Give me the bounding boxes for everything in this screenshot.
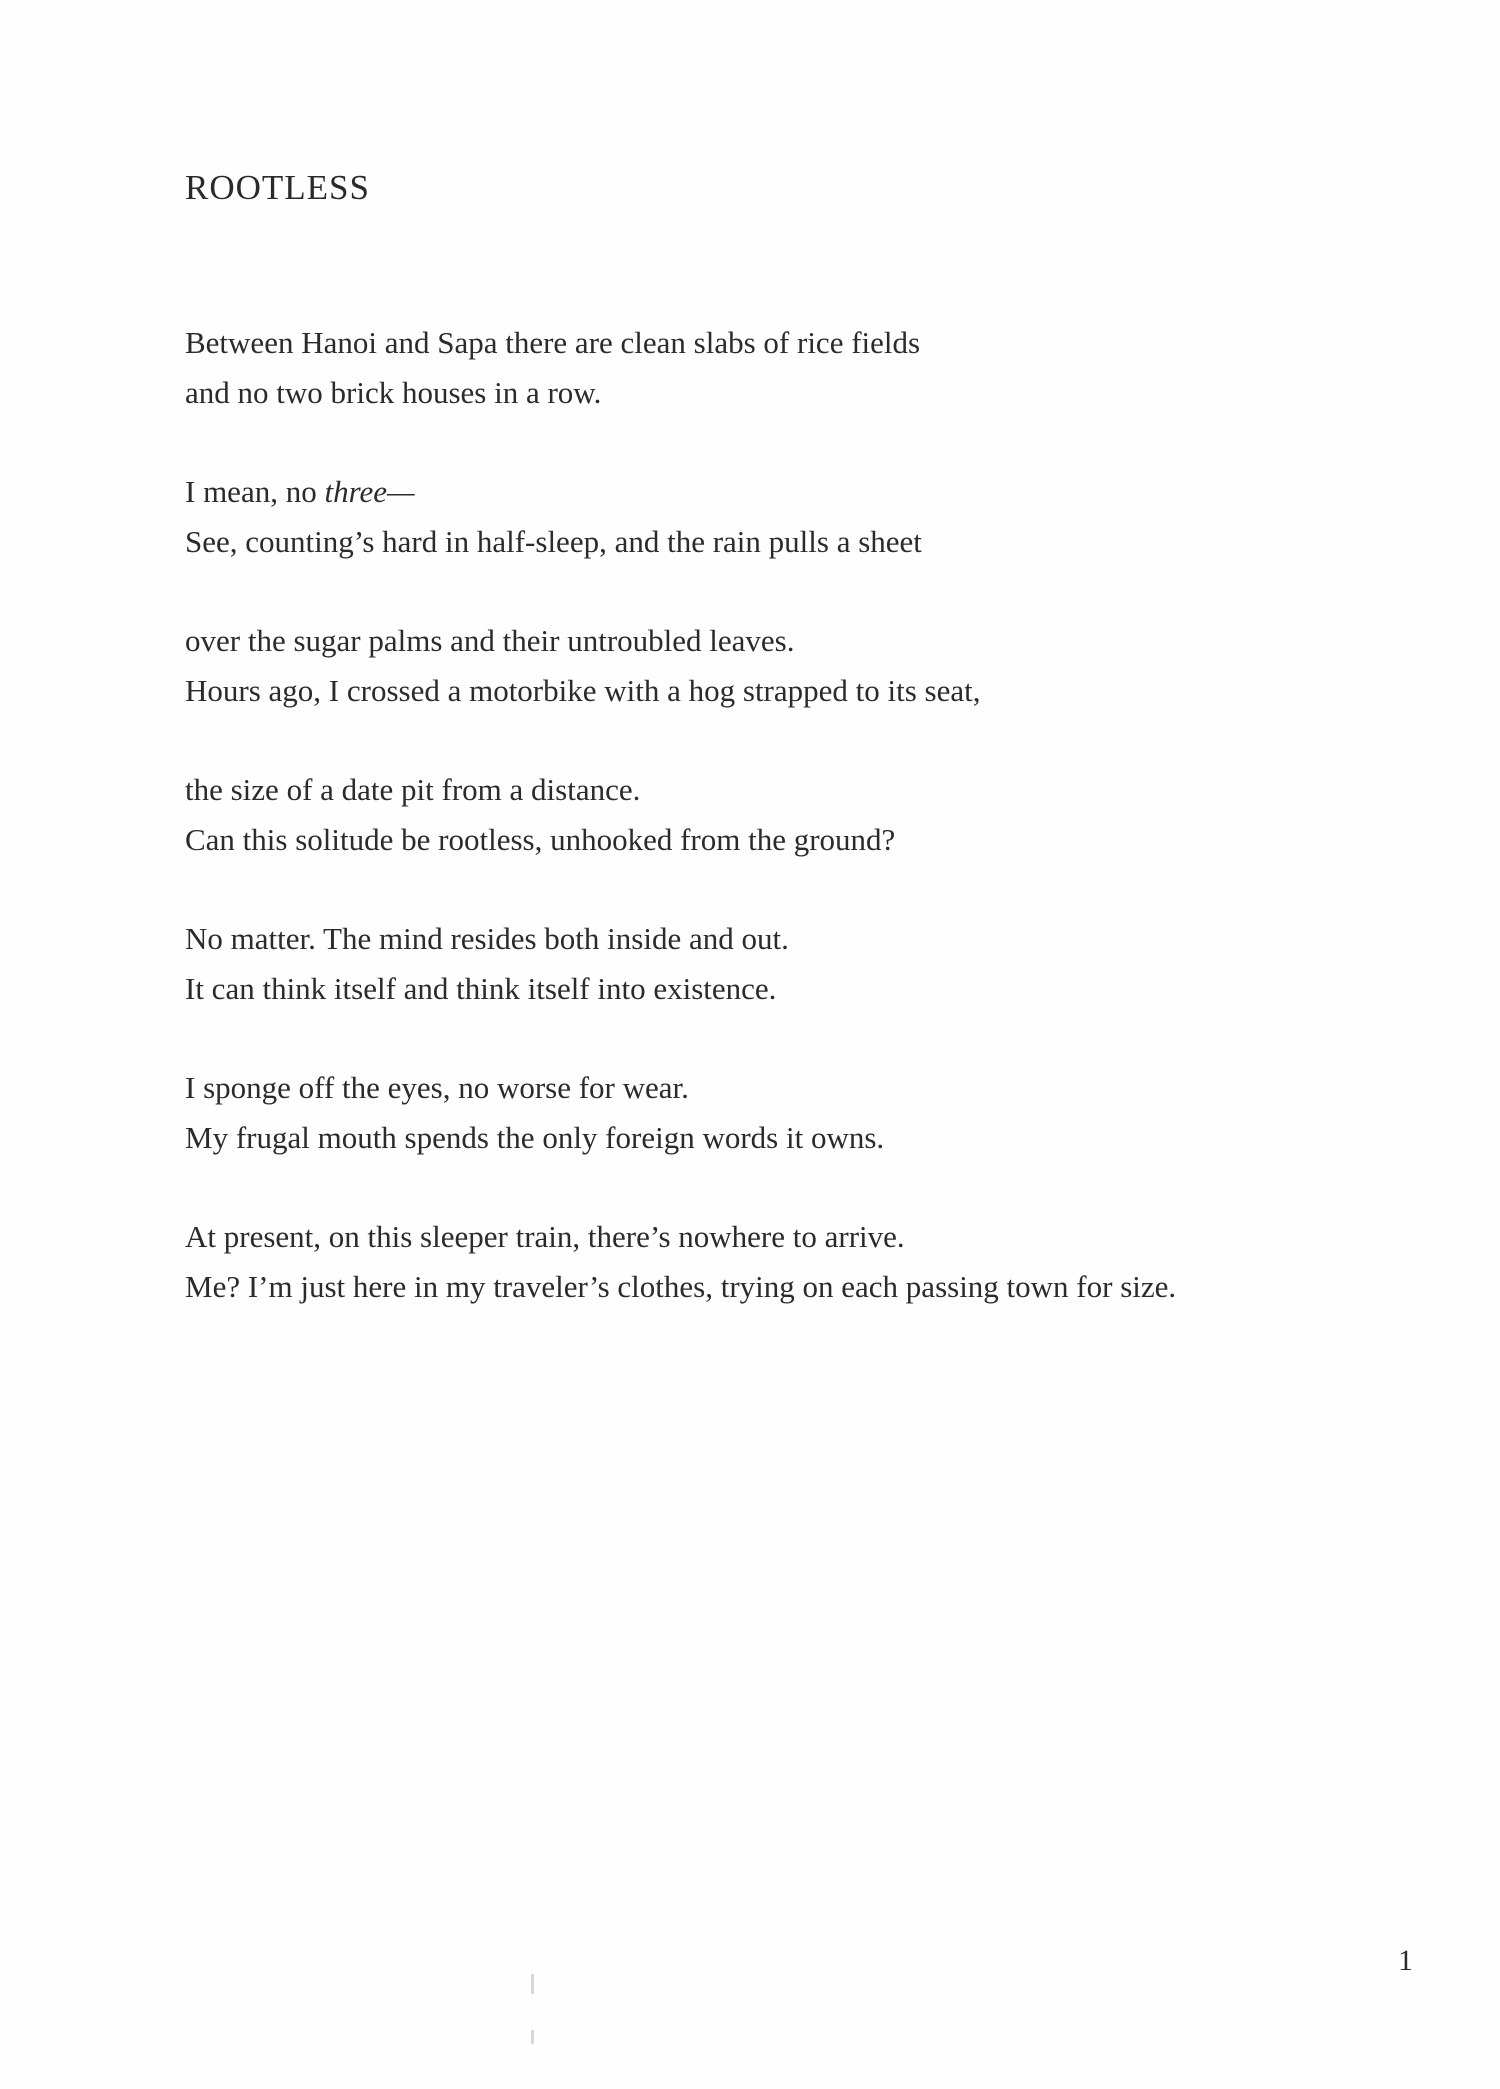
emphasized-word: three—	[324, 474, 415, 509]
poem-title: ROOTLESS	[185, 168, 370, 207]
scan-mark	[531, 1974, 534, 1994]
poem-line-text: I mean, no	[185, 474, 325, 509]
poem-body	[185, 318, 1385, 1361]
poem-line	[185, 467, 1385, 517]
stanza-2	[185, 467, 1385, 567]
poem-line: the size of a date pit from a distance.	[185, 772, 641, 807]
poem-line: Me? I’m just here in my traveler’s clothes, trying on each passing town for size.	[185, 1269, 1177, 1304]
poem-line: over the sugar palms and their untroubled leaves.	[185, 623, 795, 658]
scan-mark	[531, 2030, 534, 2044]
poem-line: Hours ago, I crossed a motorbike with a hog strapped to its seat,	[185, 673, 981, 708]
stanza-7	[185, 1212, 1385, 1312]
page-number: 1	[1398, 1944, 1413, 1977]
stanza-4	[185, 765, 1385, 865]
poem-line: No matter. The mind resides both inside and out.	[185, 921, 789, 956]
stanza-6	[185, 1063, 1385, 1163]
poem-line: I sponge off the eyes, no worse for wear.	[185, 1070, 689, 1105]
poem-line: At present, on this sleeper train, there’s nowhere to arrive.	[185, 1219, 905, 1254]
poem-line: Can this solitude be rootless, unhooked from the ground?	[185, 822, 896, 857]
poem-line: and no two brick houses in a row.	[185, 375, 602, 410]
stanza-1	[185, 318, 1385, 418]
poem-line: My frugal mouth spends the only foreign words it owns.	[185, 1120, 885, 1155]
poem-line: It can think itself and think itself into existence.	[185, 971, 777, 1006]
poem-line: Between Hanoi and Sapa there are clean slabs of rice fields	[185, 325, 921, 360]
stanza-3	[185, 616, 1385, 716]
stanza-5	[185, 914, 1385, 1014]
poem-line: See, counting’s hard in half-sleep, and the rain pulls a sheet	[185, 524, 922, 559]
